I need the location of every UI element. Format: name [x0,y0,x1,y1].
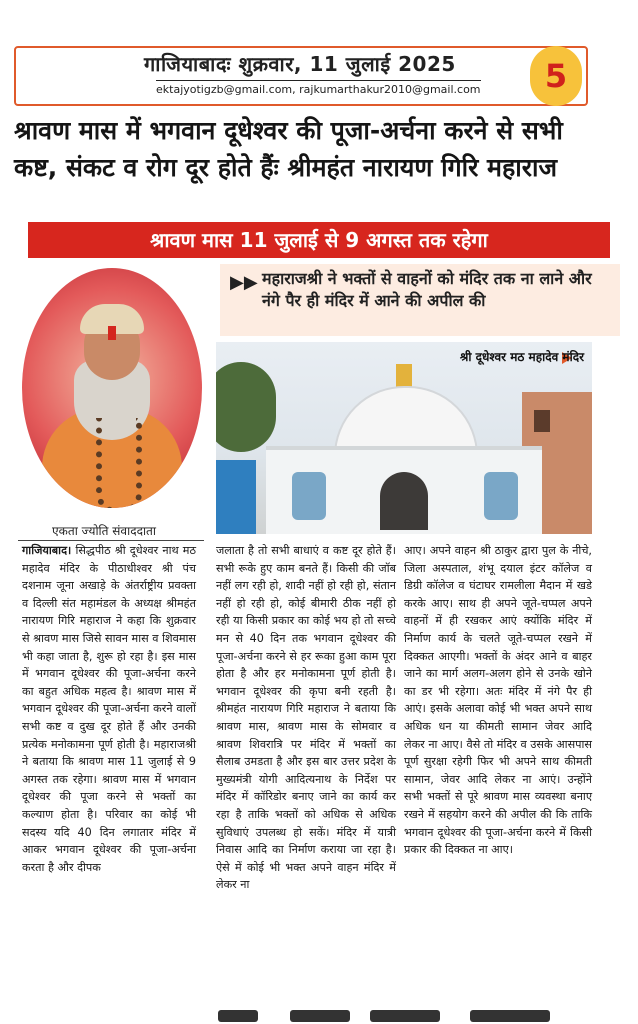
mahant-portrait-photo [22,268,202,508]
temple-entrance [380,472,428,530]
headline-line-2: कष्ट, संकट व रोग दूर होते हैंः श्रीमहंत नारायण गिरि महाराज [14,153,558,182]
portrait-tilak [108,326,116,340]
temple-idol-right [484,472,518,520]
temple-idol-left [292,472,326,520]
portrait-rudraksha-beads [96,418,142,508]
article-column-2: जलाता है तो सभी बाधाएं व कष्ट दूर होते हैं। सभी रूके हुए काम बनते हैं। किसी की जॉब नहीं लग रही हो, शादी नहीं हो रही हो, संतान नहीं हो रही हो, कोई बीमारी ठीक नहीं हो रही या किसी प्रकार का कोई भय हो तो सच्चे मन से 40 दिन तक भगवान दूधेश्वर की पूजा-अर्चना करने से हर रूका हुआ काम पूरा होता है और हर मनोकामना पूर्ण होती है। भगवान दूधेश्वर की कृपा बनी रहती है। श्रीमहंत नारायण गिरि महाराज ने बताया कि श्रावण मास, श्रावण मास के सोमवार व श्रावण शिवरात्रि पर मंदिर में भक्तों का सैलाब उमडता है और इस बार उत्तर प्रदेश के मुख्यमंत्री योगी आदित्यनाथ के निर्देश पर मंदिर में कॉरिडोर बनाए जाने का कार्य कर रहा है ताकि भक्तों को अधिक से अधिक सुविधाएं उपलब्ध हो सकें। मंदिर में यात्री निवास आदि का निर्माण कराया जा रहा है। ऐसे में कोई भी भक्त अपने वाहन मंदिर में लेकर ना [216,544,396,892]
cropped-text-fragment [370,1010,440,1022]
temple-photo-blue-tarp [216,460,256,534]
temple-photo [216,342,592,534]
main-headline [14,112,624,186]
sub-headline-text: महाराजश्री ने भक्तों से वाहनों को मंदिर तक ना लाने और नंगे पैर ही मंदिर में आने की अपील की [262,269,592,310]
byline-divider [18,540,204,541]
double-right-arrow-icon: ▶▶ [230,272,258,293]
cropped-next-headline [0,1008,638,1024]
article-column-3: आए। अपने वाहन श्री ठाकुर द्वारा पुल के नीचे, जिला अस्पताल, शंभू दयाल इंटर कॉलेज व डिग्री कॉलेज व घंटाघर रामलीला मैदान में खडे करके आए। साथ ही अपने जूते-चप्पल अपने वाहनों में ही रखकर आएं क्योंकि मंदिर में निर्माण कार्य के चलते जूते-चप्पल रखने में दिक्कत आएगी। भक्तों के अंदर आने व बाहर जाने का मार्ग अलग-अलग होने से उनके खोने का डर भी रहेगा। अतः मंदिर में नंगे पैर ही आएं। इसके अलावा कोई भी भक्त अपने साथ अधिक धन या कीमती सामान जेवर आदि लेकर ना आए। वैसे तो मंदिर व उसके आसपास पूर्ण सुरक्षा रहेगी फिर भी अपने साथ कीमती सामान, जेवर आदि लेकर ना आएं। उन्होंने सभी भक्तों से पूरे श्रावण मास व्यवस्था बनाए रखने में सहयोग करने की अपील की कि ताकि भगवान दूधेश्वर की पूजा-अर्चना करने में किसी प्रकार की दिक्कत ना आए। [404,544,592,857]
cropped-text-fragment [218,1010,258,1022]
page-number-badge: 5 [530,46,582,106]
headline-line-1: श्रावण मास में भगवान दूधेश्वर की पूजा-अर्चना करने से सभी [14,116,563,145]
article-column-1-text: सिद्धपीठ श्री दूधेश्वर नाथ मठ महादेव मंदिर के पीठाधीश्वर श्री पंच दशनाम जूना अखाड़े के अंतर्राष्ट्रीय प्रवक्ता व दिल्ली संत महामंडल के अध्यक्ष श्रीमहंत नारायण गिरि महाराज ने कहा कि शुक्रवार से श्रावण मास जिसे सावन मास व शिवमास भी कहा जाता है, शुरू हो रहा है। इस मास में भगवान दूधेश्वर की पूजा-अर्चना करने का बहुत अधिक महत्व है। श्रावण मास में भगवान दूधेश्वर की पूजा-अर्चना करने वालों सभी कष्ट व दुख दूर होते हैं और उनकी प्रत्येक मनोकामना पूर्ण होती है। महाराजश्री ने बताया कि श्रावण मास 11 जुलाई से 9 अगस्त तक रहेगा। श्रावण मास में भगवान दूधेश्वर की पूजा करने से भक्तों का कल्याण होता है। परिवार का कोई भी सदस्य यदि 40 दिन लगातार मंदिर में आकर भगवान दूधेश्वर की पूजा-अर्चना करता है और दीपक [22,544,196,874]
cropped-text-fragment [290,1010,350,1022]
red-banner-subheading: श्रावण मास 11 जुलाई से 9 अगस्त तक रहेगा [28,222,610,258]
article-column-1 [22,542,196,972]
building-window [534,410,550,432]
masthead [14,46,588,106]
byline: एकता ज्योति संवाददाता [52,524,157,538]
masthead-date-line: गाजियाबादः शुक्रवार, 11 जुलाई 2025 [144,52,456,76]
masthead-emails: ektajyotigzb@gmail.com, rajkumarthakur2010@gmail.com [156,80,481,96]
cropped-text-fragment [470,1010,550,1022]
photo-caption: श्री दूधेश्वर मठ महादेव मंदिर [459,350,584,364]
sub-headline-box [220,264,620,336]
temple-photo-tree [216,362,276,452]
article-dateline: गाजियाबाद। [22,544,72,557]
